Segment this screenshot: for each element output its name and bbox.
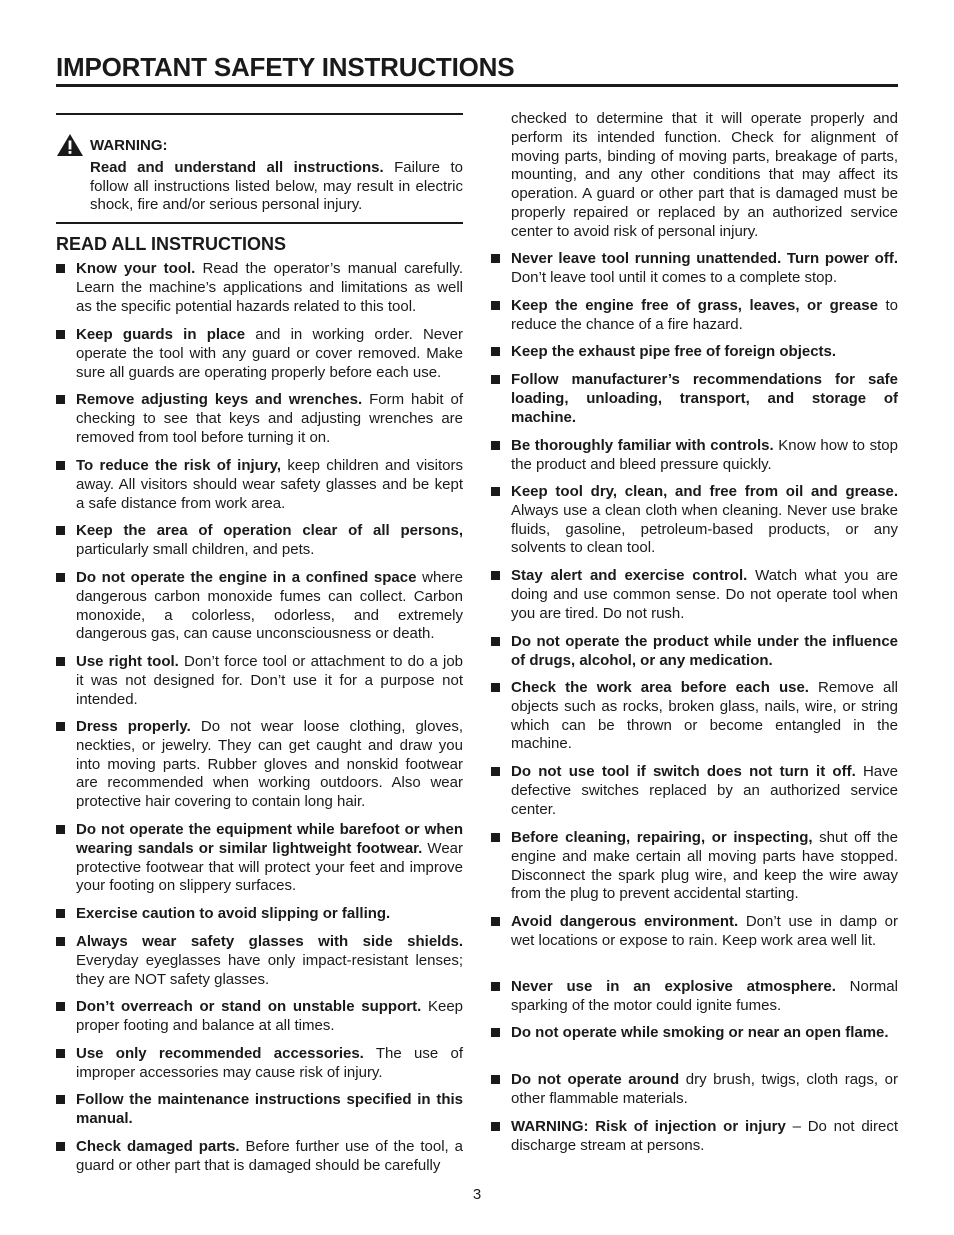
item-text: Read the operator’s manual carefully. Learn the machine’s applications and limitations as well as the specific potential hazards related to this tool. — [76, 260, 463, 315]
item-lead: WARNING: Risk of injection or injury — [511, 1118, 786, 1135]
item-text: Do not wear loose clothing, gloves, neckties, or jewelry. They can get caught and draw you into moving parts. Rubber gloves and nonskid footwear are recommended when working outdoors. Also wear protective hair covering to contain long hair. — [76, 718, 463, 811]
list-item — [511, 250, 898, 288]
list-item — [76, 391, 463, 447]
list-item — [76, 569, 463, 644]
item-text: Remove all objects such as rocks, broken glass, nails, wire, or string which can be thrown or become entangled in the machine. — [511, 679, 899, 753]
item-text: dry brush, twigs, cloth rags, or other flammable materials. — [511, 1071, 898, 1107]
list-item — [76, 522, 463, 560]
warning-triangle-icon — [56, 133, 84, 157]
list-item — [76, 326, 463, 382]
bullet — [56, 825, 65, 834]
warning-header — [56, 133, 168, 157]
list-item — [511, 343, 898, 362]
item-lead: Never leave tool running unattended. Turn power off. — [511, 250, 898, 267]
item-lead: Check the work area before each use. — [511, 679, 809, 696]
item-lead: Keep the area of operation clear of all persons, — [76, 522, 463, 539]
item-lead: Always wear safety glasses with side shields. — [76, 933, 463, 950]
title-divider — [56, 84, 898, 87]
item-text: Watch what you are doing and use common sense. Do not operate tool when you are tired. Do not rush. — [511, 567, 898, 622]
continued-text: checked to determine that it will operate properly and perform its intended function. Check for alignment of moving parts, binding of moving parts, breakage of parts, mounting, and any other conditions that may affect its operation. A guard or other part that is damaged must be properly repaired or replaced by an authorized service center to avoid risk of personal injury. — [511, 110, 898, 240]
warning-detail: Failure to follow all instructions listed below, may result in electric shock, fire and/or serious personal injury. — [90, 159, 463, 213]
list-item — [511, 437, 898, 475]
bullet — [491, 375, 500, 384]
item-lead: Keep the engine free of grass, leaves, or grease — [511, 297, 878, 314]
bullet — [491, 917, 500, 926]
bullet — [491, 487, 500, 496]
bullet — [56, 909, 65, 918]
item-text: Everyday eyeglasses have only impact-resistant lenses; they are NOT safety glasses. — [76, 951, 463, 988]
item-lead: Keep the exhaust pipe free of foreign objects. — [511, 343, 837, 360]
bullet — [491, 347, 500, 356]
bullet — [491, 767, 500, 776]
item-lead: Do not operate while smoking or near an open flame. — [511, 1024, 889, 1041]
item-text: The use of improper accessories may cause risk of injury. — [76, 1045, 463, 1081]
item-lead: Dress properly. — [76, 718, 191, 735]
item-text: Wear protective footwear that will protect your feet and improve your footing on slippery surfaces. — [76, 839, 463, 895]
item-lead: Do not operate the product while under the influence of drugs, alcohol, or any medication. — [511, 633, 898, 669]
item-text: where dangerous carbon monoxide fumes can collect. Carbon monoxide, a colorless, odorless, and extremely dangerous gas, can cause unconsciousness or death. — [76, 569, 463, 643]
item-text: Keep proper footing and balance at all times. — [76, 998, 464, 1034]
bullet — [491, 1075, 500, 1084]
bullet — [491, 637, 500, 646]
item-lead: Avoid dangerous environment. — [511, 913, 739, 930]
list-item — [76, 1138, 463, 1176]
bullet — [56, 722, 65, 731]
item-lead: Exercise caution to avoid slipping or falling. — [76, 905, 391, 922]
list-item — [76, 457, 463, 513]
item-text: and in working order. Never operate the tool with any guard or cover removed. Make sure all guards are operating properly before each use. — [76, 326, 463, 381]
list-item — [511, 763, 898, 819]
bullet — [491, 301, 500, 310]
item-text: shut off the engine and make certain all moving parts have stopped. Disconnect the spark plug wire, and keep the wire away from the plug to prevent accidental starting. — [511, 829, 898, 903]
list-item — [76, 1045, 463, 1083]
item-text: – Do not direct discharge stream at persons. — [511, 1118, 899, 1154]
item-text: Form habit of checking to see that keys and adjusting wrenches are removed from tool before turning it on. — [76, 391, 463, 446]
item-lead: Do not operate around — [511, 1071, 680, 1088]
list-item — [511, 567, 898, 623]
list-item — [511, 1024, 898, 1043]
list-item — [511, 829, 898, 904]
item-lead: Stay alert and exercise control. — [511, 567, 748, 584]
warning-text — [90, 159, 463, 215]
bullet — [491, 254, 500, 263]
page-title: IMPORTANT SAFETY INSTRUCTIONS — [56, 52, 515, 82]
bullet — [56, 1002, 65, 1011]
bullet — [491, 1028, 500, 1037]
list-item — [76, 653, 463, 709]
item-lead: Keep tool dry, clean, and free from oil and grease. — [511, 483, 898, 500]
item-lead: Before cleaning, repairing, or inspecting, — [511, 829, 813, 846]
page-number: 3 — [472, 1186, 482, 1203]
bullet — [491, 441, 500, 450]
item-lead: Be thoroughly familiar with controls. — [511, 437, 774, 454]
bullet — [491, 571, 500, 580]
warning-lead: Read and understand all instructions. — [90, 159, 384, 176]
item-text: Don’t force tool or attachment to do a job it was not designed for. Don’t use it for a purpose not intended. — [76, 653, 463, 708]
item-lead: Do not operate the equipment while barefoot or when wearing sandals or similar lightweight footwear. — [76, 821, 463, 857]
list-item — [511, 913, 898, 951]
item-lead: Know your tool. — [76, 260, 196, 277]
item-lead: Use only recommended accessories. — [76, 1045, 364, 1062]
item-text: Don’t use in damp or wet locations or expose to rain. Keep work area well lit. — [511, 913, 898, 949]
list-item — [511, 978, 898, 1016]
bullet — [56, 573, 65, 582]
bullet — [56, 1049, 65, 1058]
list-item — [511, 679, 898, 754]
list-item — [511, 297, 898, 335]
list-item — [76, 718, 463, 812]
list-item — [511, 371, 898, 427]
bullet — [491, 1122, 500, 1131]
item-lead: Check damaged parts. — [76, 1138, 240, 1155]
list-item — [511, 1118, 898, 1156]
list-item — [76, 933, 463, 989]
bullet — [56, 264, 65, 273]
warning-box — [56, 113, 463, 224]
item-lead: Don’t overreach or stand on unstable support. — [76, 998, 422, 1015]
section-title: READ ALL INSTRUCTIONS — [56, 234, 287, 254]
list-item — [76, 821, 463, 896]
item-lead: Remove adjusting keys and wrenches. — [76, 391, 363, 408]
bullet — [56, 937, 65, 946]
item-lead: Keep guards in place — [76, 326, 246, 343]
bullet — [491, 833, 500, 842]
item-text: Before further use of the tool, a guard or other part that is damaged should be carefully — [76, 1138, 463, 1174]
item-text: Have defective switches replaced by an authorized service center. — [511, 763, 898, 818]
item-text: Always use a clean cloth when cleaning. Never use brake fluids, gasoline, petroleum-based products, or any solvents to clean tool. — [511, 501, 898, 557]
item-lead: Do not use tool if switch does not turn it off. — [511, 763, 856, 780]
item-text: Know how to stop the product and bleed pressure quickly. — [511, 437, 898, 473]
list-item — [76, 260, 463, 316]
item-lead: Do not operate the engine in a confined space — [76, 569, 417, 586]
bullet — [56, 1142, 65, 1151]
item-lead: Follow the maintenance instructions specified in this manual. — [76, 1091, 463, 1127]
bullet — [56, 330, 65, 339]
bullet — [56, 526, 65, 535]
item-lead: Use right tool. — [76, 653, 179, 670]
warning-label: WARNING: — [90, 136, 168, 154]
list-item — [76, 905, 463, 924]
item-lead: Follow manufacturer’s recommendations for safe loading, unloading, transport, and storage of machine. — [511, 371, 898, 426]
item-text: keep children and visitors away. All visitors should wear safety glasses and be kept a safe distance from work area. — [76, 457, 463, 512]
item-text: to reduce the chance of a fire hazard. — [511, 297, 898, 333]
list-item — [76, 998, 463, 1036]
bullet — [491, 683, 500, 692]
item-text: Don’t leave tool until it comes to a complete stop. — [511, 268, 838, 286]
bullet — [56, 657, 65, 666]
bullet — [56, 461, 65, 470]
bullet — [56, 1095, 65, 1104]
list-item — [511, 1071, 898, 1109]
item-lead: To reduce the risk of injury, — [76, 457, 282, 474]
item-lead: Never use in an explosive atmosphere. — [511, 978, 836, 995]
item-text: particularly small children, and pets. — [76, 540, 315, 558]
bullet — [491, 982, 500, 991]
bullet — [56, 395, 65, 404]
list-item — [511, 483, 898, 558]
list-item — [511, 633, 898, 671]
item-text: Normal sparking of the motor could ignite fumes. — [511, 978, 898, 1014]
list-item — [76, 1091, 463, 1129]
